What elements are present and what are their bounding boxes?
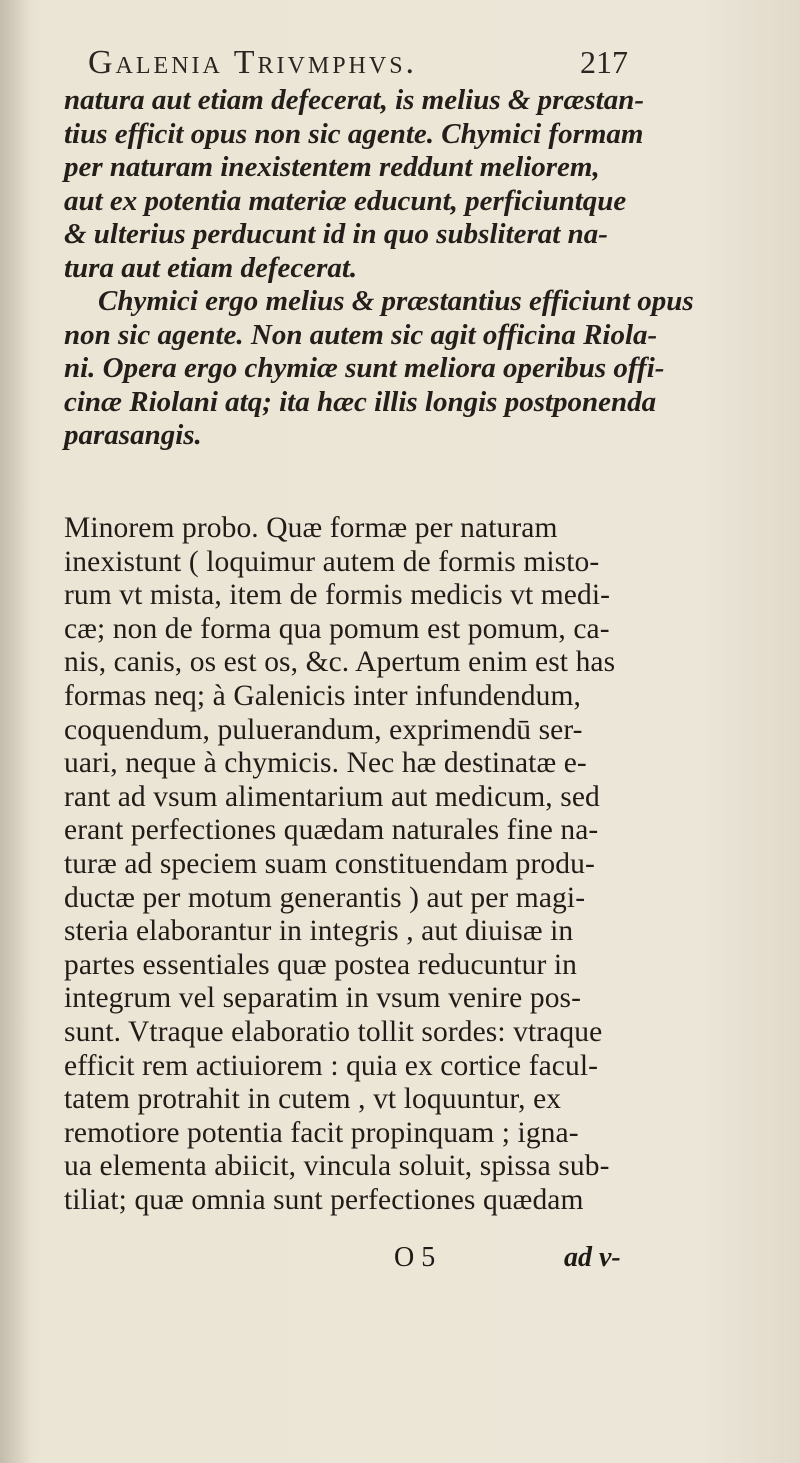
text-line: tura aut etiam defecerat. — [64, 251, 358, 284]
text-line: parasangis. — [64, 419, 202, 451]
page-footer — [64, 1242, 624, 1276]
text-line: per naturam inexistentem reddunt meliorem, — [64, 151, 600, 183]
running-title: Galenia Trivmphvs. — [88, 44, 418, 81]
text-line: aut ex potentia materiæ educunt, perficiuntque — [64, 184, 627, 217]
text-line: rant ad vsum alimentarium aut medicum, sed — [64, 780, 600, 813]
text-line: inexistunt ( loquimur autem de formis misto- — [64, 545, 600, 578]
page-header — [88, 44, 628, 84]
italic-paragraph — [64, 84, 694, 453]
text-line: partes essentiales quæ postea reducuntur in — [64, 948, 578, 981]
text-line: remotiore potentia facit propinquam ; igna- — [64, 1116, 579, 1149]
text-line: efficit rem actiuiorem : quia ex cortice facul- — [64, 1049, 599, 1082]
text-line: natura aut etiam defecerat, is melius & præstan- — [64, 84, 645, 116]
signature-mark: O 5 — [394, 1242, 436, 1273]
roman-paragraph — [64, 512, 624, 1217]
page-number: 217 — [580, 44, 628, 80]
catchword: ad v- — [564, 1242, 621, 1273]
text-line: & ulterius perducunt id in quo subsliterat na- — [64, 218, 608, 250]
text-line: ni. Opera ergo chymiæ sunt meliora operibus offi- — [64, 352, 665, 384]
text-line: coquendum, puluerandum, exprimendū ser- — [64, 713, 583, 746]
text-line: ua elementa abiicit, vincula soluit, spissa sub- — [64, 1150, 610, 1183]
text-line: rum vt mista, item de formis medicis vt medi- — [64, 579, 611, 612]
text-line: non sic agente. Non autem sic agit officina Riola- — [64, 318, 658, 351]
text-line: integrum vel separatim in vsum venire pos- — [64, 982, 582, 1015]
text-line: nis, canis, os est os, &c. Apertum enim est has — [64, 646, 616, 679]
text-line: formas neq; à Galenicis inter infundendum, — [64, 679, 582, 712]
text-line: ductæ per motum generantis ) aut per magi- — [64, 881, 586, 914]
text-line: erant perfectiones quædam naturales fine na- — [64, 814, 599, 847]
text-line: cæ; non de forma qua pomum est pomum, ca- — [64, 612, 610, 645]
text-line: tatem protrahit in cutem , vt loquuntur, ex — [64, 1083, 562, 1116]
binding-shadow — [0, 0, 30, 1463]
text-line: steria elaborantur in integris , aut diuisæ in — [64, 915, 574, 948]
text-line: tius efficit opus non sic agente. Chymici formam — [64, 117, 644, 150]
text-line: Chymici ergo melius & præstantius efficiunt opus — [98, 285, 694, 317]
text-line: turæ ad speciem suam constituendam produ- — [64, 847, 595, 880]
text-line: tiliat; quæ omnia sunt perfectiones quædam — [64, 1183, 584, 1216]
text-line: cinæ Riolani atq; ita hæc illis longis postponenda — [64, 385, 657, 418]
text-line: Minorem probo. Quæ formæ per naturam — [64, 512, 558, 544]
text-line: uari, neque à chymicis. Nec hæ destinatæ e- — [64, 747, 587, 780]
text-line: sunt. Vtraque elaboratio tollit sordes: vtraque — [64, 1015, 603, 1048]
